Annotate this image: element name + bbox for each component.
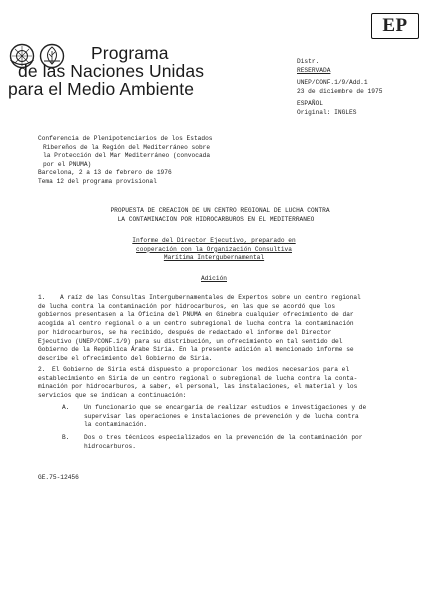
document-date: 23 de diciembre de 1975 bbox=[297, 87, 383, 95]
classification: RESERVADA bbox=[297, 66, 331, 74]
ep-badge-text: EP bbox=[382, 15, 408, 36]
item-line: supervisar las operaciones e instalaciones de prevención y de lucha contra bbox=[84, 412, 359, 420]
title-line: PROPUESTA DE CREACION DE UN CENTRO REGIONAL DE LUCHA CONTRA bbox=[110, 207, 330, 214]
document-title bbox=[0, 207, 428, 224]
item-letter: B. bbox=[62, 434, 70, 441]
paragraph-line: por hidrocarburos, se ha recibido, después de redactado el informe del Director bbox=[38, 328, 332, 336]
conference-line: Barcelona, 2 a 13 de febrero de 1976 bbox=[38, 169, 172, 177]
paragraph-line: El Gobierno de Siria está dispuesto a proporcionar los medios necesarios para el bbox=[52, 366, 350, 373]
original-value: INGLES bbox=[334, 108, 357, 116]
document-meta bbox=[297, 58, 382, 118]
job-number: GE.75-12456 bbox=[38, 474, 79, 481]
paragraph-line: Gobierno de la República Árabe Siria. En la presente adición al mencionado informe se bbox=[38, 346, 354, 354]
paragraph-line: establecimiento en Siria de un centro regional o subregional de lucha contra la conta- bbox=[38, 374, 358, 382]
original-label: Original: bbox=[297, 108, 331, 116]
list-item-a bbox=[62, 404, 366, 430]
conference-info bbox=[38, 135, 213, 187]
paragraph-line: minación por hidrocarburos, a saber, el personal, las instalaciones, el material y los bbox=[38, 383, 358, 391]
paragraph-number: 2. bbox=[38, 366, 46, 373]
paragraph-1 bbox=[38, 294, 361, 364]
conference-line: por el PNUMA) bbox=[43, 160, 92, 168]
language: ESPAÑOL bbox=[297, 100, 323, 108]
program-title bbox=[8, 43, 205, 99]
conference-line: la Protección del Mar Mediterráneo (convocada bbox=[43, 152, 211, 160]
subtitle-line: Informe del Director Ejecutivo, preparado en bbox=[132, 237, 296, 244]
paragraph-line: servicios que se indican a continuación: bbox=[38, 392, 187, 400]
item-line: Un funcionario que se encargaría de realizar estudios e investigaciones y de bbox=[84, 404, 367, 411]
subtitle-line: Marítima Intergubernamental bbox=[163, 254, 265, 262]
paragraph-line: de lucha contra la contaminación por hidrocarburos, en las que se acordó que los bbox=[38, 302, 336, 310]
paragraph-number: 1. bbox=[38, 294, 46, 301]
paragraph-line: describe el ofrecimiento del Gobierno de Siria. bbox=[38, 354, 213, 362]
document-symbol: UNEP/CONF.1/9/Add.1 bbox=[297, 79, 368, 87]
program-line: para el Medio Ambiente bbox=[8, 79, 195, 99]
program-line: de las Naciones Unidas bbox=[18, 61, 205, 81]
list-item-b bbox=[62, 434, 362, 451]
paragraph-line: gobiernos presentasen a la Oficina del PNUMA en Ginebra cualquier ofrecimiento de dar bbox=[38, 311, 354, 319]
conference-line: Conferencia de Plenipotenciarios de los Estados bbox=[38, 135, 213, 142]
section-heading: Adición bbox=[201, 275, 227, 282]
paragraph-line: A raíz de las Consultas Intergubernamentales de Expertos sobre un centro regional bbox=[60, 294, 361, 301]
conference-line: Tema 12 del programa provisional bbox=[38, 177, 157, 185]
item-line: Dos o tres técnicos especializados en la prevención de la contaminación por bbox=[84, 434, 363, 441]
subtitle-line: cooperación con la Organización Consultiva bbox=[136, 245, 292, 253]
conference-line: Ribereños de la Región del Mediterráneo sobre bbox=[43, 143, 211, 151]
paragraph-line: acogida al centro regional o a un centro subregional de lucha contra la contaminación bbox=[38, 320, 354, 328]
distribution-label: Distr. bbox=[297, 58, 320, 65]
paragraph-line: Ejecutivo (UNEP/CONF.1/9) para su distribución, un ofrecimiento en tal sentido del bbox=[38, 337, 343, 345]
item-letter: A. bbox=[62, 404, 70, 411]
item-line: hidrocarburos. bbox=[84, 442, 136, 450]
ep-badge bbox=[371, 13, 419, 39]
paragraph-2 bbox=[38, 366, 357, 401]
document-subtitle bbox=[0, 237, 428, 263]
original-language bbox=[297, 109, 382, 118]
item-line: la contaminación. bbox=[84, 421, 148, 429]
program-line: Programa bbox=[91, 43, 169, 63]
title-line: LA CONTAMINACION POR HIDROCARBUROS EN EL MEDITERRANEO bbox=[117, 215, 315, 223]
